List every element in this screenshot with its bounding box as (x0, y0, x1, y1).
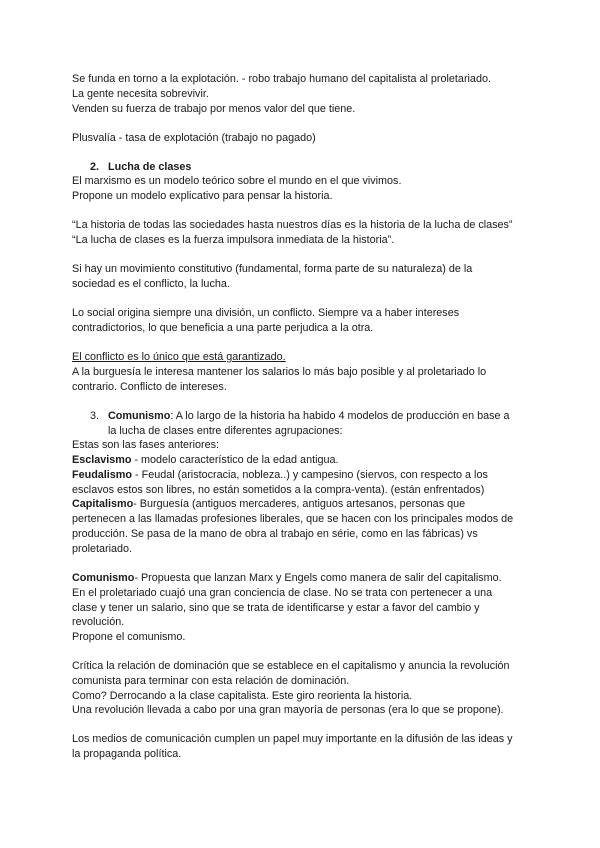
comunismo-term: Comunismo (72, 572, 135, 584)
comunismo-definition: - Propuesta que lanzan Marx y Engels como manera de salir del capitalismo. (134, 572, 502, 584)
esclavismo-line (72, 453, 338, 467)
capitalismo-term: Capitalismo (72, 498, 134, 510)
section-2-number: 2. (90, 161, 100, 173)
paragraph-3-line-2: contrario. Conflicto de intereses. (72, 381, 227, 393)
conflict-text: El conflicto es lo único que está garantizado. (72, 351, 286, 363)
medios-line-2: la propaganda política. (72, 748, 182, 760)
critica-line-3: Como? Derrocando a la clase capitalista. Este giro reorienta la historia. (72, 690, 413, 702)
intro-line-2: La gente necesita sobrevivir. (72, 88, 209, 100)
feudalismo-line-2: esclavos estos son libres, no están sometidos a la compra-venta). (están enfrentados) (72, 484, 485, 496)
feudalismo-definition: - Feudal (aristocracia, nobleza..) y campesino (siervos, con respecto a los (132, 469, 488, 481)
capitalismo-line (72, 497, 465, 511)
esclavismo-term: Esclavismo (72, 454, 132, 466)
phases-line: Estas son las fases anteriores: (72, 439, 220, 451)
medios-line-1: Los medios de comunicación cumplen un papel muy importante en la difusión de las ideas y (72, 733, 513, 745)
section-3-intro: : A lo largo de la historia ha habido 4 modelos de producción en base a (170, 410, 510, 422)
paragraph-1-line-2: sociedad es el conflicto, la lucha. (72, 278, 230, 290)
paragraph-2-line-1: Lo social origina siempre una división, un conflicto. Siempre va a haber intereses (72, 307, 460, 319)
critica-line-2: comunista para terminar con esta relación de dominación. (72, 675, 350, 687)
section-3-number: 3. (90, 410, 100, 422)
section-2-line-2: Propone un modelo explicativo para pensar la historia. (72, 190, 333, 202)
esclavismo-definition: - modelo característico de la edad antigua. (131, 454, 339, 466)
capitalismo-line-2: pertenecen a las llamadas profesiones liberales, que se hacen con los principales modos de (72, 513, 514, 525)
comunismo-line-4: revolución. (72, 616, 125, 628)
quote-1: “La historia de todas las sociedades hasta nuestros días es la historia de la lucha de clases” (72, 219, 513, 231)
comunismo-line (72, 571, 502, 585)
conflict-underlined (72, 350, 286, 364)
comunismo-line-5: Propone el comunismo. (72, 631, 186, 643)
feudalismo-term: Feudalismo (72, 469, 132, 481)
comunismo-line-2: En el proletariado cuajó una gran conciencia de clase. No se trata con pertenecer a una (72, 587, 493, 599)
capitalismo-line-3: producción. Se pasa de la mano de obra al trabajo en série, como en las fábricas) vs (72, 528, 478, 540)
paragraph-2-line-2: contradictorios, lo que beneficia a una parte perjudica a la otra. (72, 322, 374, 334)
feudalismo-line (72, 468, 488, 482)
intro-line-1: Se funda en torno a la explotación. - robo trabajo humano del capitalista al proletariado. (72, 73, 491, 85)
plusvalia-line: Plusvalía - tasa de explotación (trabajo no pagado) (72, 132, 316, 144)
section-3-title: Comunismo (108, 410, 171, 422)
paragraph-1-line-1: Si hay un movimiento constitutivo (fundamental, forma parte de su naturaleza) de la (72, 263, 473, 275)
capitalismo-definition: - Burguesía (antiguos mercaderes, antiguos artesanos, personas que (133, 498, 466, 510)
paragraph-3-line-1: A la burguesía le interesa mantener los salarios lo más bajo posible y al proletariado lo (72, 366, 487, 378)
intro-line-3: Venden su fuerza de trabajo por menos valor del que tiene. (72, 103, 356, 115)
section-2-line-1: El marxismo es un modelo teórico sobre el mundo en el que vivimos. (72, 175, 402, 187)
comunismo-line-3: clase y tener un salario, sino que se trata de identificarse y estar a favor del cambio y (72, 602, 480, 614)
section-3-line-2: la lucha de clases entre diferentes agrupaciones: (108, 425, 343, 437)
quote-2: “La lucha de clases es la fuerza impulsora inmediata de la historia”. (72, 234, 395, 246)
section-2-title: Lucha de clases (108, 161, 192, 173)
critica-line-1: Crítica la relación de dominación que se establece en el capitalismo y anuncia la revolución (72, 660, 510, 672)
critica-line-4: Una revolución llevada a cabo por una gran mayoría de personas (era lo que se propone). (72, 704, 504, 716)
capitalismo-line-4: proletariado. (72, 543, 133, 555)
